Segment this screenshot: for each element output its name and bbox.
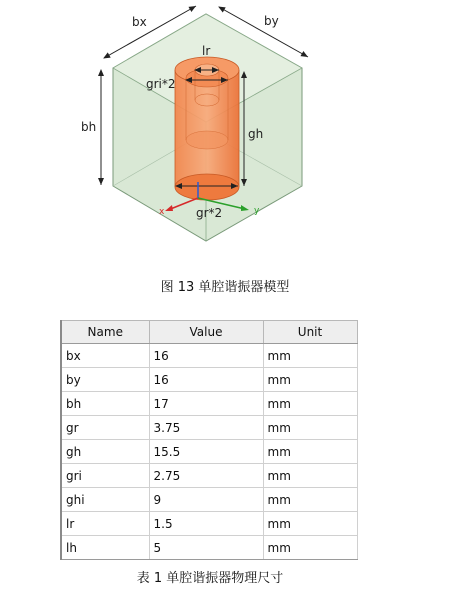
x-axis-label: x: [159, 207, 165, 217]
cell-value: 15.5: [149, 440, 263, 464]
table-row: [61, 464, 357, 488]
resonator-cylinder: [175, 57, 239, 200]
figure-caption: 图 13 单腔谐振器模型: [160, 280, 290, 295]
cell-value: 1.5: [149, 512, 263, 536]
cell-value: 2.75: [149, 464, 263, 488]
column-header-name: Name: [61, 321, 149, 344]
resonator-model-figure: [0, 0, 450, 262]
cell-name: gh: [61, 440, 149, 464]
cell-name: by: [61, 368, 149, 392]
cell-unit: mm: [263, 392, 357, 416]
cell-unit: mm: [263, 512, 357, 536]
table-row: [61, 344, 357, 368]
cell-name: lr: [61, 512, 149, 536]
bh-label: bh: [81, 120, 97, 134]
cell-value: 17: [149, 392, 263, 416]
cell-name: bx: [61, 344, 149, 368]
cell-value: 16: [149, 344, 263, 368]
table-row: [61, 368, 357, 392]
cell-unit: mm: [263, 464, 357, 488]
column-header-value: Value: [149, 321, 263, 344]
cell-value: 16: [149, 368, 263, 392]
table-row: [61, 536, 357, 560]
table-row: [61, 416, 357, 440]
gri2-label: gri*2: [146, 77, 176, 91]
cell-name: gr: [61, 416, 149, 440]
cell-name: bh: [61, 392, 149, 416]
table-row: [61, 392, 357, 416]
cell-value: 9: [149, 488, 263, 512]
table-row: [61, 488, 357, 512]
cell-unit: mm: [263, 368, 357, 392]
table-caption: 表 1 单腔谐振器物理尺寸: [136, 571, 284, 586]
table-header-row: [61, 321, 357, 344]
by-label: by: [264, 14, 279, 28]
parameter-table: [60, 320, 358, 560]
cell-value: 5: [149, 536, 263, 560]
cell-unit: mm: [263, 536, 357, 560]
table-row: [61, 512, 357, 536]
cell-name: gri: [61, 464, 149, 488]
cell-unit: mm: [263, 344, 357, 368]
cell-name: lh: [61, 536, 149, 560]
cell-name: ghi: [61, 488, 149, 512]
column-header-unit: Unit: [263, 321, 357, 344]
y-axis-label: y: [254, 206, 260, 216]
bx-label: bx: [132, 15, 147, 29]
cell-unit: mm: [263, 416, 357, 440]
lr-label: lr: [202, 44, 211, 58]
gr2-label: gr*2: [196, 206, 223, 220]
table-row: [61, 440, 357, 464]
cell-unit: mm: [263, 440, 357, 464]
cell-unit: mm: [263, 488, 357, 512]
gh-label: gh: [248, 127, 264, 141]
cell-value: 3.75: [149, 416, 263, 440]
